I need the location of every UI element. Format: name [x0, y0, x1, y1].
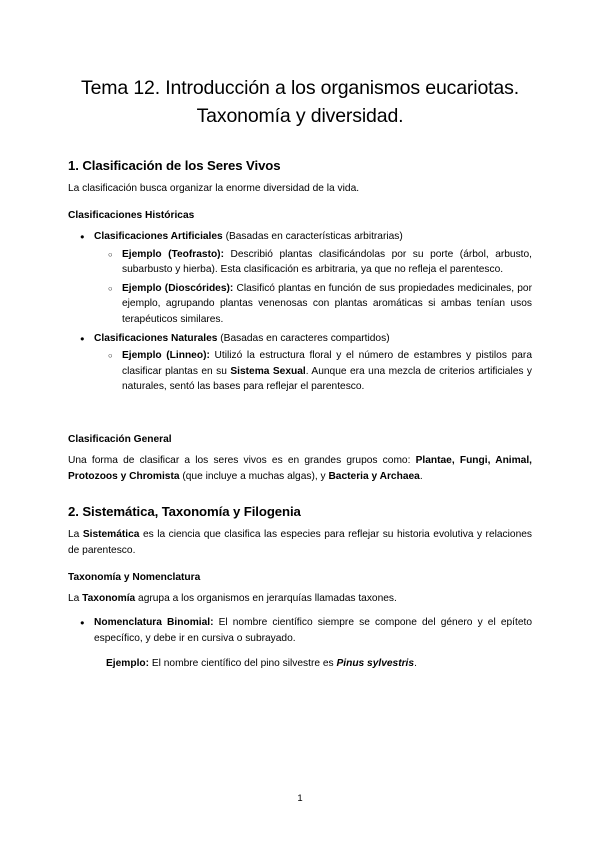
general-text-1: Una forma de clasificar a los seres vivos es en grandes grupos como:: [68, 455, 416, 467]
general-text-2: (que incluye a muchas algas), y: [179, 470, 329, 482]
sistematica-text-2: es la ciencia que clasifica las especies para reflejar su historia evolutiva y relaciones de parentesco.: [68, 529, 532, 556]
subheading-clasificaciones-historicas: Clasificaciones Históricas: [68, 209, 195, 221]
bullet-artificiales-text: (Basadas en características arbitrarias): [222, 231, 403, 243]
ejemplo-linneo-text-1: Utilizó la estructura floral y el número de estambres y pistilos para clasificar plantas en su: [122, 350, 532, 377]
sistematica-bold: Sistemática: [82, 529, 140, 541]
general-bold-2: Bacteria y Archaea: [328, 470, 420, 482]
bullet-naturales-text: (Basadas en caracteres compartidos): [217, 333, 390, 345]
bullet-artificiales-label: Clasificaciones Artificiales: [94, 231, 223, 243]
nomenclatura-binomial-label: Nomenclatura Binomial:: [94, 617, 214, 629]
spacer: [68, 398, 532, 420]
ejemplo-teofrasto-label: Ejemplo (Teofrasto):: [122, 248, 224, 260]
ejemplo-linneo-text-2: . Aunque era una mezcla de criterios artificiales y naturales, sentó las bases para reflejar el parentesco.: [122, 365, 533, 392]
list-item: [94, 229, 532, 327]
paragraph-ejemplo-pinus: [106, 656, 532, 671]
ejemplo-label: Ejemplo:: [106, 657, 150, 669]
section-1-intro: La clasificación busca organizar la enorme diversidad de la vida.: [68, 182, 360, 194]
ejemplo-text: El nombre científico del pino silvestre es: [149, 657, 337, 669]
paragraph-clasificacion-general: [68, 453, 532, 484]
taxonomia-bold: Taxonomía: [82, 593, 136, 605]
sublist-ejemplos-artificiales: [94, 247, 532, 327]
bullet-naturales-label: Clasificaciones Naturales: [94, 333, 218, 345]
ejemplo-linneo-bold: Sistema Sexual: [230, 365, 306, 377]
list-clasificaciones: [68, 229, 532, 394]
ejemplo-linneo-label: Ejemplo (Linneo):: [122, 350, 210, 362]
list-nomenclatura: [68, 615, 532, 646]
list-item: [94, 331, 532, 394]
ejemplo-dioscorides: [122, 281, 532, 327]
page-title: Tema 12. Introducción a los organismos eucariotas. Taxonomía y diversidad.: [81, 77, 519, 128]
ejemplo-dioscorides-text: Clasificó plantas en función de sus propiedades medicinales, por ejemplo, agrupando plantas venenosas con plantas aromáticas si ambas tenían usos terapéuticos similares.: [122, 283, 532, 325]
ejemplo-dioscorides-label: Ejemplo (Dioscórides):: [122, 283, 234, 295]
nomenclatura-binomial-text: El nombre científico siempre se compone del género y el epíteto específico, y debe ir en cursiva o subrayado.: [94, 617, 532, 644]
general-bold-1: Plantae, Fungi, Animal, Protozoos y Chromista: [68, 455, 533, 482]
taxonomia-text-1: La: [68, 593, 83, 605]
bullet-naturales: [94, 331, 532, 346]
list-item: [122, 247, 532, 278]
sublist-ejemplos-naturales: [94, 348, 532, 394]
section-2-intro: [68, 527, 532, 558]
page-number: 1: [297, 793, 303, 804]
ejemplo-teofrasto: [122, 247, 532, 278]
section-heading-2: 2. Sistemática, Taxonomía y Filogenia: [68, 504, 301, 520]
ejemplo-especie-italic: Pinus sylvestris: [336, 657, 415, 669]
list-item: [122, 348, 532, 394]
ejemplo-linneo: [122, 348, 532, 394]
paragraph-taxonomia: [68, 591, 532, 606]
sistematica-text-1: La: [68, 529, 83, 541]
subheading-clasificacion-general: Clasificación General: [68, 434, 172, 446]
taxonomia-text-2: agrupa a los organismos en jerarquías llamadas taxones.: [135, 593, 397, 605]
subheading-taxonomia-nomenclatura: Taxonomía y Nomenclatura: [68, 571, 201, 583]
spacer: [68, 493, 532, 503]
general-text-3: .: [419, 470, 423, 482]
ejemplo-text-end: .: [414, 657, 417, 669]
bullet-nomenclatura-binomial: [94, 615, 532, 646]
section-heading-1: 1. Clasificación de los Seres Vivos: [68, 157, 281, 173]
ejemplo-teofrasto-text: Describió plantas clasificándolas por su porte (árbol, arbusto, subarbusto y hierba). Esta clasificación es arbitraria, ya que no refleja el parentesco.: [122, 248, 533, 275]
list-item: [122, 281, 532, 327]
list-item: [94, 615, 532, 646]
bullet-artificiales: [94, 229, 532, 244]
